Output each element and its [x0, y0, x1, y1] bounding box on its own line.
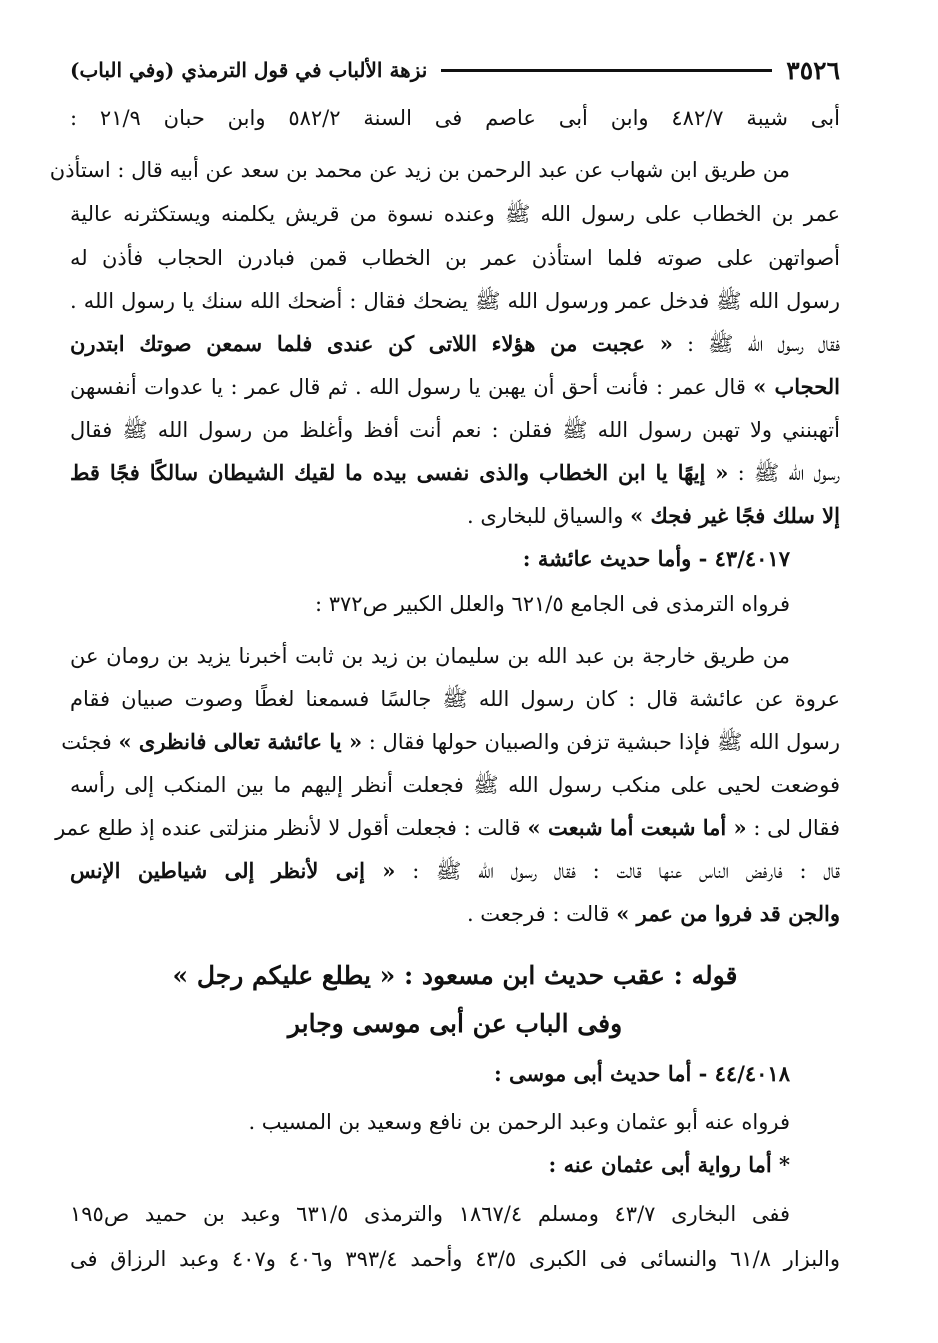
text-line: أصواتهن على صوته فلما استأذن عمر بن الخطاب قمن فبادرن الحجاب فأذن له [70, 246, 840, 270]
text-line: رسول الله ﷺ فإذا حبشية تزفن والصبيان حولها فقال : « يا عائشة تعالى فانظرى » فجئت [61, 729, 840, 754]
running-title: نزهة الألباب في قول الترمذي (وفي الباب) [70, 58, 428, 82]
text-line: من طريق خارجة بن عبد الله بن سليمان بن زيد بن ثابت أخبرنا يزيد بن رومان عن [70, 644, 790, 668]
text-line: فرواه عنه أبو عثمان وعبد الرحمن بن نافع وسعيد بن المسيب . [248, 1110, 790, 1134]
text-line: فقال لى : « أما شبعت أما شبعت » قالت : فجعلت أقول لا لأنظر منزلتى عنده إذ طلع عمر [55, 815, 840, 840]
text-line: فرواه الترمذى فى الجامع ٦٢١/٥ والعلل الكبير ص٣٧٢ : [314, 592, 790, 616]
page-header [70, 50, 840, 90]
hadith-quote: إلا سلك فجًا غير فجك » [630, 503, 840, 528]
text-line: رسول الله ﷺ فدخل عمر ورسول الله ﷺ يضحك فقال : أضحك الله سنك يا رسول الله . [70, 289, 840, 313]
text-line: أبى شيبة ٤٨٢/٧ وابن أبى عاصم فى السنة ٥٨٢/٢ وابن حبان ٢١/٩ : [70, 106, 840, 130]
text-line: ففى البخارى ٤٣/٧ ومسلم ١٨٦٧/٤ والترمذى ٦٣١/٥ وعبد بن حميد ص١٩٥ [70, 1202, 791, 1226]
hadith-quote: « إيهًا يا ابن الخطاب والذى نفسى بيده ما لقيك الشيطان سالكًا فجًا قط [70, 460, 729, 485]
text-line: إلا سلك فجًا غير فجك » والسياق للبخارى . [467, 503, 840, 528]
chapter-subheading: وفى الباب عن أبى موسى وجابر [287, 1009, 623, 1038]
chapter-heading: قوله : عقب حديث ابن مسعود : « يطلع عليكم رجل » [172, 961, 738, 990]
section-heading: ٤٣/٤٠١٧ - وأما حديث عائشة : [522, 546, 790, 571]
text-line: الحجاب » قال عمر : فأنت أحق أن يهبن يا رسول الله . ثم قال عمر : يا عدوات أنفسهن [70, 374, 840, 399]
text-line: فقال رسول الله ﷺ : « عجبت من هؤلاء اللاتى كن عندى فلما سمعن صوتك ابتدرن [70, 331, 841, 356]
sub-heading: * أما رواية أبى عثمان عنه : [548, 1152, 790, 1177]
section-heading: ٤٤/٤٠١٨ - أما حديث أبى موسى : [493, 1061, 790, 1086]
hadith-quote: « عجبت من هؤلاء اللاتى كن عندى فلما سمعن صوتك ابتدرن [70, 331, 673, 356]
text-line: والبزار ٦١/٨ والنسائى فى الكبرى ٤٣/٥ وأحمد ٣٩٣/٤ و٤٠٦ و٤٠٧ وعبد الرزاق فى [70, 1247, 840, 1271]
text-line: قال : فارفض الناس عنها قالت : فقال رسول الله ﷺ : « إنى لأنظر إلى شياطين الإنس [70, 858, 840, 883]
hadith-quote: « إنى لأنظر إلى شياطين الإنس [70, 858, 396, 883]
hadith-quote: والجن قد فروا من عمر » [616, 901, 840, 926]
text-line: عمر بن الخطاب على رسول الله ﷺ وعنده نسوة من قريش يكلمنه ويستكثرنه عالية [70, 202, 840, 226]
hadith-quote: « يا عائشة تعالى فانظرى » [118, 729, 363, 754]
text-line: والجن قد فروا من عمر » قالت : فرجعت . [466, 901, 840, 926]
text-line: من طريق ابن شهاب عن عبد الرحمن بن زيد عن محمد بن سعد عن أبيه قال : استأذن [49, 158, 790, 182]
text-line: أتهبنني ولا تهبن رسول الله ﷺ فقلن : نعم أنت أفظ وأغلظ من رسول الله ﷺ فقال [70, 418, 840, 442]
text-line: عروة عن عائشة قال : كان رسول الله ﷺ جالسًا فسمعنا لغطًا وصوت صبيان فقام [70, 687, 840, 711]
hadith-quote: « أما شبعت أما شبعت » [527, 815, 747, 840]
hadith-quote: الحجاب » [753, 374, 840, 399]
text-line: فوضعت لحيى على منكب رسول الله ﷺ فجعلت أنظر إليهم ما بين المنكب إلى رأسه [70, 773, 840, 797]
page-number: ٣٥٢٦ [786, 55, 840, 85]
header-rule [441, 69, 772, 72]
text-line: رسول الله ﷺ : « إيهًا يا ابن الخطاب والذى نفسى بيده ما لقيك الشيطان سالكًا فجًا قط [70, 460, 841, 485]
